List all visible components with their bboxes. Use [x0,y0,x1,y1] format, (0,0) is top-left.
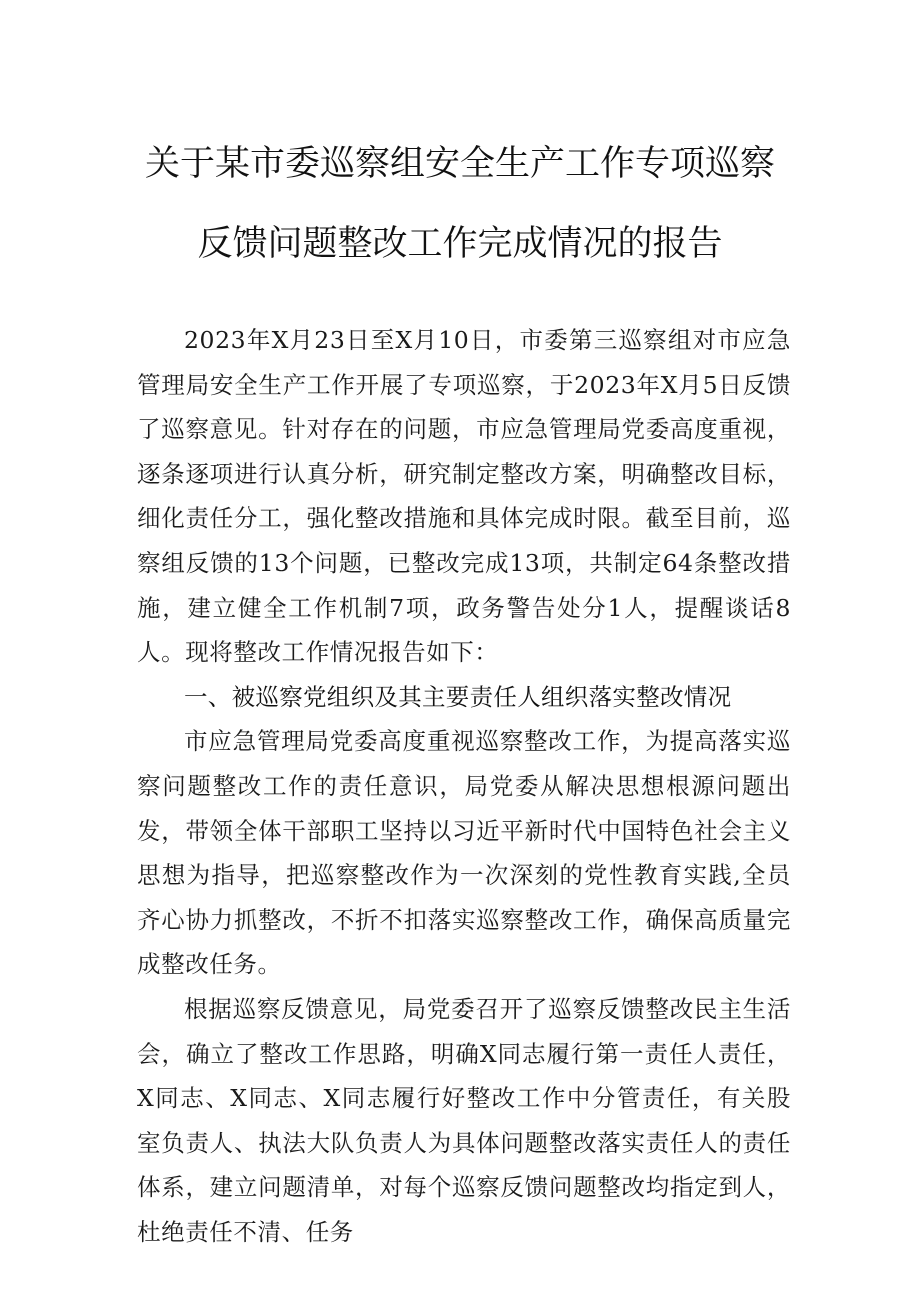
section-1-paragraph-2: 根据巡察反馈意见，局党委召开了巡察反馈整改民主生活会，确立了整改工作思路，明确X同志履行第一责任人责任，X同志、X同志、X同志履行好整改工作中分管责任，有关股室负责人、执法大队负责人为具体问题整改落实责任人的责任体系，建立问题清单，对每个巡察反馈问题整改均指定到人，杜绝责任不清、任务 [137,994,791,1246]
section-heading-1: 一、被巡察党组织及其主要责任人组织落实整改情况 [184,682,732,711]
report-body [137,318,791,1254]
report-title-line-1: 关于某市委巡察组安全生产工作专项巡察 [144,144,775,184]
report-title-line-2: 反馈问题整改工作完成情况的报告 [197,224,723,264]
intro-paragraph: 2023年X月23日至X月10日，市委第三巡察组对市应急管理局安全生产工作开展了专项巡察，于2023年X月5日反馈了巡察意见。针对存在的问题，市应急管理局党委高度重视，逐条逐项进行认真分析，研究制定整改方案，明确整改目标，细化责任分工，强化整改措施和具体完成时限。截至目前，巡察组反馈的13个问题，已整改完成13项，共制定64条整改措施，建立健全工作机制7项，政务警告处分1人，提醒谈话8人。现将整改工作情况报告如下： [137,326,791,667]
section-1-paragraph-1: 市应急管理局党委高度重视巡察整改工作，为提高落实巡察问题整改工作的责任意识，局党委从解决思想根源问题出发，带领全体干部职工坚持以习近平新时代中国特色社会主义思想为指导，把巡察整改作为一次深刻的党性教育实践,全员齐心协力抓整改，不折不扣落实巡察整改工作，确保高质量完成整改任务。 [137,727,791,979]
